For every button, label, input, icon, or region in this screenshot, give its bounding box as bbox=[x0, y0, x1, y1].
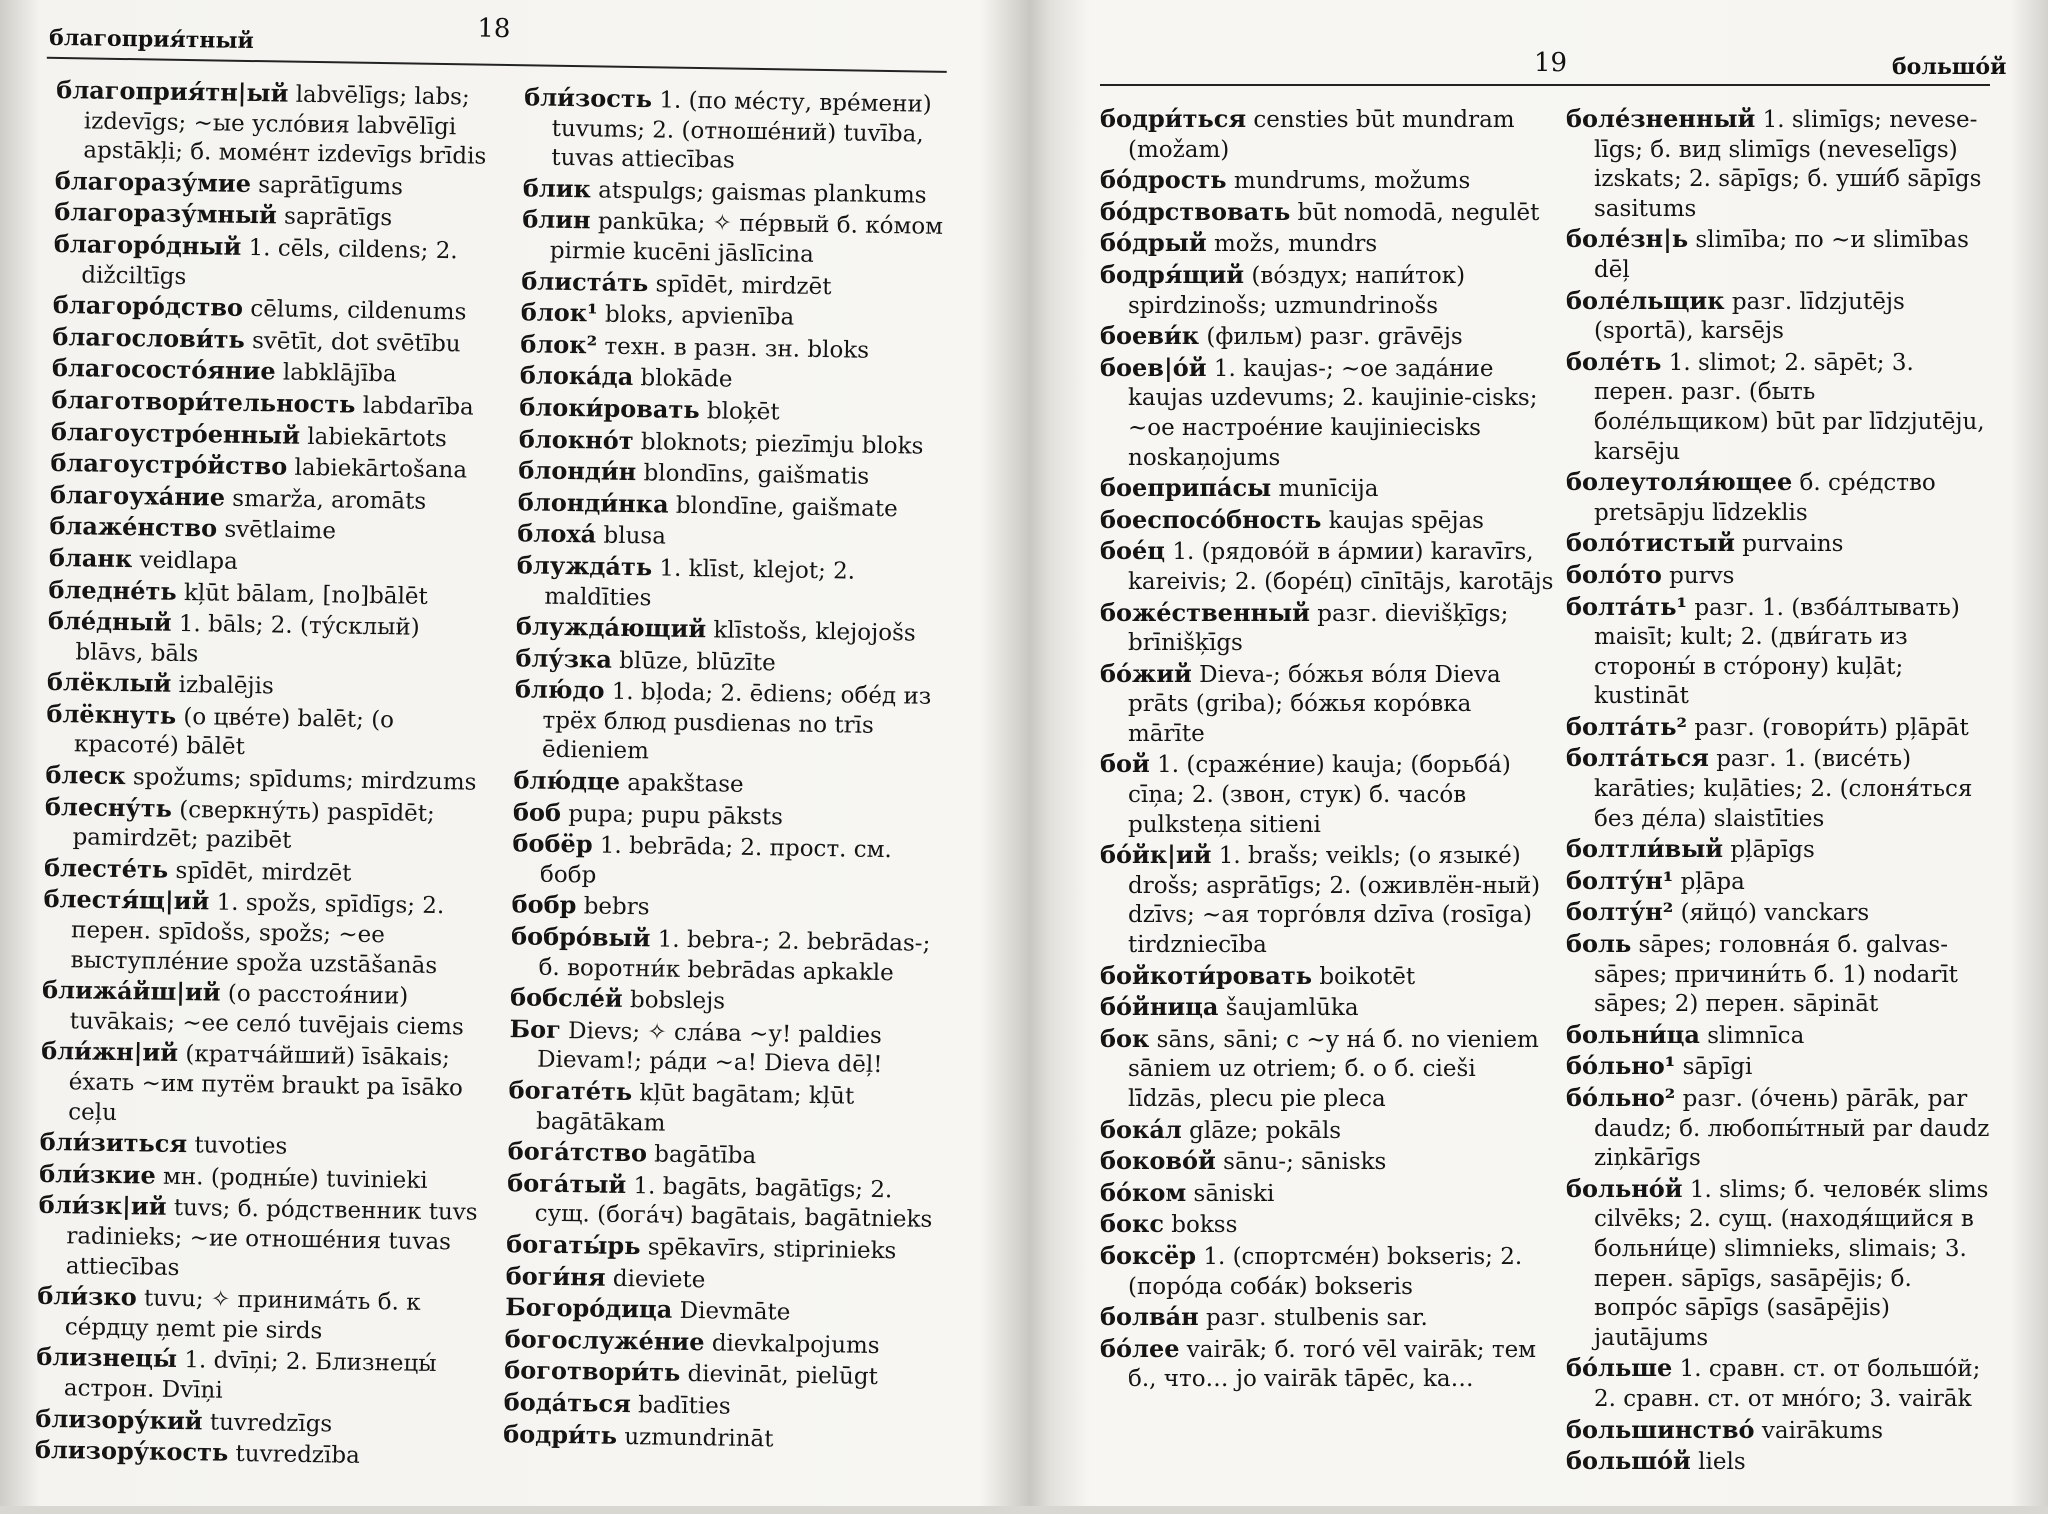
entry-translation: bloknots; piezīmju bloks bbox=[640, 428, 924, 460]
entry-translation: (о расстоя́нии) tuvākais; ~ее село́ tuvējais ciems bbox=[69, 980, 464, 1041]
entry-headword: близору́кость bbox=[34, 1434, 229, 1467]
entry-translation: klīstošs, klejojošs bbox=[713, 617, 916, 647]
entry-translation: dievināt, pielūgt bbox=[687, 1361, 879, 1391]
entry-translation: pankūka; ✧ пе́рвый б. ко́мом pirmie kucēni jāslīcina bbox=[549, 208, 944, 268]
entry-translation: 1. klīst, klejot; 2. maldīties bbox=[544, 555, 856, 611]
entry-headword: блокно́т bbox=[518, 423, 634, 455]
entry-headword: боеви́к bbox=[1100, 321, 1200, 351]
dictionary-entry bbox=[1100, 505, 1555, 537]
entry-headword: блеск bbox=[45, 759, 126, 791]
entry-translation: vairākums bbox=[1761, 1417, 1884, 1444]
dictionary-entry bbox=[1566, 347, 1996, 467]
entry-translation: 1. bebra-; 2. bebrādas-; б. воротни́к bebrādas apkakle bbox=[538, 926, 931, 986]
entry-translation: bokss bbox=[1171, 1212, 1238, 1239]
entry-headword: боев|о́й bbox=[1100, 352, 1207, 382]
dictionary-entry bbox=[1100, 992, 1555, 1024]
entry-translation: svētlaime bbox=[224, 516, 337, 545]
entry-translation: spīdēt, mirdzēt bbox=[655, 270, 832, 300]
entry-translation: pupa; pupu pāksts bbox=[568, 800, 784, 831]
dictionary-entry bbox=[1566, 592, 1996, 712]
entry-translation: 1. (рядово́й в а́рмии) karavīrs, kareivis; 2. (боре́ц) cīnītājs, karotājs bbox=[1128, 539, 1554, 595]
dictionary-entry bbox=[1566, 528, 1996, 560]
left-header-rule bbox=[47, 57, 947, 73]
dictionary-entry bbox=[1100, 1178, 1555, 1210]
entry-headword: бодри́ться bbox=[1100, 104, 1247, 133]
entry-headword: блок¹ bbox=[520, 297, 598, 328]
dictionary-entry bbox=[46, 699, 492, 767]
entry-headword: боково́й bbox=[1100, 1146, 1216, 1176]
entry-headword: бо́жий bbox=[1100, 658, 1192, 688]
entry-headword: близору́кий bbox=[35, 1403, 203, 1435]
entry-translation: 1. bļoda; 2. ēdiens; обе́д из трёх блюд pusdienas no trīs ēdieniem bbox=[541, 679, 932, 765]
entry-headword: боеспосо́бность bbox=[1100, 504, 1322, 534]
entry-headword: блаже́нство bbox=[49, 511, 218, 543]
dictionary-entry bbox=[55, 75, 501, 173]
entry-headword: болтли́вый bbox=[1566, 834, 1724, 864]
entry-headword: благоустро́енный bbox=[50, 416, 301, 450]
entry-headword: боеприпа́сы bbox=[1100, 473, 1272, 503]
dictionary-entry bbox=[42, 884, 488, 982]
entry-translation: spēkavīrs, stiprinieks bbox=[647, 1234, 897, 1265]
entry-translation: 1. (сраже́ние) kauja; (борьба́) cīņa; 2. (звон, стук) б. часо́в pulksteņa sitieni bbox=[1128, 752, 1511, 838]
entry-translation: labklājība bbox=[282, 359, 397, 388]
entry-headword: благоро́дный bbox=[53, 228, 242, 261]
entry-translation: bagātība bbox=[654, 1141, 757, 1170]
entry-headword: бо́йк|ий bbox=[1100, 840, 1212, 870]
entry-headword: богослуже́ние bbox=[504, 1323, 705, 1357]
entry-translation: (яйцо́) vanckars bbox=[1680, 900, 1870, 927]
dictionary-entry bbox=[1100, 961, 1555, 993]
dictionary-entry bbox=[503, 1419, 933, 1457]
entry-headword: бо́льно¹ bbox=[1566, 1051, 1676, 1081]
entry-translation: tuvredzīgs bbox=[209, 1409, 333, 1437]
left-page-number: 18 bbox=[477, 13, 511, 45]
entry-translation: liels bbox=[1698, 1449, 1746, 1476]
entry-headword: благоуха́ние bbox=[49, 479, 226, 512]
entry-translation: 1. сравн. ст. от большо́й; 2. сравн. ст. от мно́го; 3. vairāk bbox=[1594, 1356, 1981, 1412]
dictionary-entry bbox=[506, 1168, 937, 1236]
entry-headword: бо́льно² bbox=[1566, 1083, 1676, 1112]
entry-headword: блока́да bbox=[519, 360, 634, 392]
entry-translation: Dievs; ✧ сла́ва ~у! paldies Dievam!; ра́ди ~а! Dieva dēļ! bbox=[536, 1017, 883, 1079]
entry-headword: болта́ть² bbox=[1566, 711, 1688, 741]
dictionary-entry bbox=[1566, 1415, 1996, 1447]
dictionary-entry bbox=[1566, 929, 1996, 1020]
entry-translation: tuvs; б. ро́дственник tuvs radinieks; ~ие отноше́ния tuvas attiecības bbox=[65, 1195, 478, 1281]
entry-headword: болту́н¹ bbox=[1566, 865, 1674, 895]
entry-headword: блиста́ть bbox=[521, 265, 649, 297]
entry-headword: благососто́яние bbox=[51, 353, 276, 386]
entry-headword: бо́йница bbox=[1100, 992, 1219, 1022]
dictionary-entry bbox=[1100, 260, 1555, 321]
left-column-1 bbox=[35, 75, 502, 1474]
entry-headword: блок² bbox=[520, 329, 598, 360]
entry-headword: болва́н bbox=[1100, 1302, 1199, 1332]
entry-translation: apakštase bbox=[627, 770, 744, 798]
entry-translation: sāniski bbox=[1193, 1180, 1275, 1207]
entry-translation: kaujas spējas bbox=[1328, 507, 1484, 534]
entry-headword: болту́н² bbox=[1566, 897, 1674, 927]
entry-headword: Богоро́дица bbox=[505, 1292, 673, 1324]
entry-translation: izbalējis bbox=[178, 672, 274, 700]
entry-headword: бледне́ть bbox=[48, 574, 177, 606]
entry-headword: бли́зиться bbox=[39, 1127, 188, 1159]
entry-headword: бо́ком bbox=[1100, 1177, 1187, 1207]
entry-translation: mundrums, možums bbox=[1233, 168, 1471, 195]
entry-translation: blondīne, gaišmate bbox=[675, 492, 898, 522]
entry-headword: блик bbox=[522, 173, 592, 204]
entry-headword: бога́тство bbox=[507, 1136, 648, 1168]
dictionary-entry bbox=[1566, 224, 1996, 285]
entry-translation: sānu-; sānisks bbox=[1223, 1149, 1387, 1176]
dictionary-entry bbox=[1566, 712, 1996, 744]
entry-headword: блёклый bbox=[46, 667, 172, 699]
entry-translation: munīcija bbox=[1278, 476, 1379, 503]
left-running-head: благоприя́тный bbox=[48, 24, 255, 55]
entry-translation: 1. (спортсме́н) bokseris; 2. (поро́да соба́к) bokseris bbox=[1128, 1243, 1523, 1300]
entry-headword: бокс bbox=[1100, 1209, 1164, 1239]
entry-headword: боксёр bbox=[1100, 1240, 1197, 1270]
entry-translation: 1. (по ме́сту, вре́мени) tuvums; 2. (отноше́ний) tuvība, tuvas attiecības bbox=[551, 87, 932, 174]
entry-headword: бо́дрость bbox=[1100, 165, 1227, 195]
entry-translation: 1. bebrāda; 2. прост. см. бобр bbox=[539, 832, 893, 889]
dictionary-entry bbox=[1100, 228, 1555, 260]
entry-translation: purvs bbox=[1669, 562, 1735, 589]
entry-headword: блесте́ть bbox=[43, 852, 169, 884]
right-page bbox=[1060, 0, 2048, 1506]
entry-headword: боле́льщик bbox=[1566, 285, 1725, 315]
dictionary-entry bbox=[1566, 834, 1996, 866]
entry-headword: блесну́ть bbox=[44, 791, 173, 823]
entry-translation: 1. bagāts, bagātīgs; 2. сущ. (бога́ч) bagātais, bagātnieks bbox=[534, 1172, 933, 1234]
dictionary-entry bbox=[1100, 197, 1555, 229]
entry-headword: благоустро́йство bbox=[50, 448, 288, 481]
entry-translation: veidlapa bbox=[139, 547, 239, 575]
dictionary-entry bbox=[1100, 165, 1555, 197]
dictionary-entry bbox=[37, 1281, 483, 1349]
entry-translation: (сверкну́ть) paspīdēt; pamirdzēt; pazibēt bbox=[72, 796, 435, 854]
entry-translation: vairāk; б. того́ vēl vairāk; тем б., что… jo vairāk tāpēc, ka… bbox=[1128, 1336, 1537, 1393]
entry-translation: bloks, apvienība bbox=[604, 301, 795, 331]
dictionary-entry bbox=[523, 82, 954, 180]
right-page-number: 19 bbox=[1534, 48, 1568, 78]
dictionary-entry bbox=[1100, 659, 1555, 750]
dictionary-entry bbox=[1100, 598, 1555, 659]
entry-headword: блёкнуть bbox=[46, 698, 177, 730]
entry-translation: bebrs bbox=[583, 893, 650, 921]
entry-headword: боле́зн|ь bbox=[1566, 224, 1689, 254]
entry-translation: blūze, blūzīte bbox=[619, 647, 776, 677]
entry-translation: censties būt mundram (možam) bbox=[1128, 107, 1515, 163]
dictionary-entry bbox=[1566, 1020, 1996, 1052]
entry-translation: šaujamlūka bbox=[1225, 995, 1359, 1022]
entry-translation: bloķēt bbox=[706, 398, 780, 426]
entry-translation: 1. slimīgs; nevese-līgs; б. вид slimīgs (neveselīgs) izskats; 2. sāpīgs; б. уши́б sāpīgs sasitums bbox=[1594, 107, 1982, 222]
dictionary-entry bbox=[35, 1435, 480, 1474]
entry-headword: благоразу́мный bbox=[54, 197, 278, 230]
dictionary-entry bbox=[1100, 749, 1555, 840]
dictionary-entry bbox=[1566, 743, 1996, 834]
entry-headword: больни́ца bbox=[1566, 1019, 1700, 1049]
entry-headword: бобсле́й bbox=[509, 982, 623, 1014]
entry-translation: cēlums, cildenums bbox=[250, 296, 467, 326]
entry-headword: бока́л bbox=[1100, 1114, 1182, 1144]
entry-translation: tuvredzība bbox=[235, 1441, 361, 1470]
entry-headword: благоро́дство bbox=[52, 290, 244, 323]
dictionary-entry bbox=[508, 1075, 939, 1143]
right-column-1 bbox=[1100, 104, 1555, 1395]
entry-translation: purvains bbox=[1742, 531, 1844, 558]
entry-headword: боги́ня bbox=[505, 1260, 606, 1292]
dictionary-entry bbox=[1566, 1353, 1996, 1414]
entry-translation: atspulgs; gaismas plankums bbox=[597, 177, 927, 209]
entry-translation: dievkalpojums bbox=[711, 1330, 880, 1359]
dictionary-entry bbox=[1100, 353, 1555, 473]
dictionary-entry bbox=[1566, 1446, 1996, 1478]
dictionary-entry bbox=[1100, 1146, 1555, 1178]
right-column-2 bbox=[1566, 104, 1996, 1478]
entry-translation: разг. dievišķīgs; brīnišķīgs bbox=[1128, 600, 1509, 657]
entry-translation: (кратча́йший) īsākais; е́хать ~им путём braukt pa īsāko ceļu bbox=[68, 1041, 464, 1126]
entry-translation: labiekārtošana bbox=[294, 454, 468, 484]
entry-translation: labiekārtots bbox=[307, 423, 448, 452]
entry-headword: больно́й bbox=[1566, 1173, 1683, 1203]
dictionary-entry bbox=[1100, 1334, 1555, 1395]
entry-translation: smarža, aromāts bbox=[232, 485, 427, 515]
entry-headword: бо́дрый bbox=[1100, 228, 1207, 258]
entry-headword: боже́ственный bbox=[1100, 597, 1310, 627]
dictionary-entry bbox=[1100, 321, 1555, 353]
entry-translation: разг. (говори́ть) pļāpāt bbox=[1694, 714, 1969, 741]
entry-headword: богаты́рь bbox=[506, 1229, 641, 1261]
entry-translation: б. сре́дство pretsāpju līdzeklis bbox=[1594, 470, 1936, 526]
left-column-2 bbox=[503, 82, 954, 1457]
entry-translation: 1. cēls, cildens; 2. dižciltīgs bbox=[81, 234, 458, 290]
entry-translation: spožums; spīdums; mirdzums bbox=[132, 764, 477, 796]
dictionary-entry bbox=[1566, 560, 1996, 592]
entry-translation: разг. 1. (взба́лтывать) maisīt; kult; 2. (дви́гать из стороны́ в сто́рону) kuļāt; kustināt bbox=[1594, 594, 1960, 710]
entry-translation: glāze; pokāls bbox=[1189, 1117, 1342, 1144]
entry-headword: бли́зкие bbox=[39, 1158, 156, 1190]
dictionary-entry bbox=[1100, 1302, 1555, 1334]
entry-translation: spīdēt, mirdzēt bbox=[175, 857, 352, 887]
entry-headword: бобро́вый bbox=[510, 921, 651, 953]
dictionary-entry bbox=[1100, 1241, 1555, 1302]
entry-headword: боль bbox=[1566, 929, 1632, 959]
entry-headword: блестя́щ|ий bbox=[43, 884, 210, 916]
dictionary-entry bbox=[1100, 104, 1555, 165]
entry-headword: блю́до bbox=[514, 674, 605, 705]
dictionary-entry bbox=[1100, 473, 1555, 505]
entry-translation: разг. stulbenis sar. bbox=[1206, 1305, 1428, 1332]
entry-headword: бода́ться bbox=[503, 1387, 632, 1419]
entry-headword: благослови́ть bbox=[52, 321, 246, 354]
entry-headword: Бог bbox=[509, 1013, 562, 1044]
dictionary-entry bbox=[38, 1190, 484, 1288]
entry-translation: Dieva-; бо́жья во́ля Dieva prāts (griba); бо́жья коро́вка mārīte bbox=[1128, 661, 1501, 747]
entry-headword: боле́зненный bbox=[1566, 104, 1756, 133]
dictionary-entry bbox=[36, 1342, 482, 1410]
entry-headword: большинство́ bbox=[1566, 1414, 1755, 1444]
dictionary-entry bbox=[1566, 104, 1996, 224]
entry-headword: блужда́ющий bbox=[515, 611, 707, 644]
dictionary-entry bbox=[1566, 1083, 1996, 1174]
right-running-head: большо́й bbox=[1892, 54, 2007, 80]
entry-headword: большо́й bbox=[1566, 1446, 1691, 1476]
entry-translation: tuvoties bbox=[194, 1132, 288, 1160]
dictionary-entry bbox=[44, 792, 490, 860]
entry-translation: разг. (о́чень) pārāk, par daudz; б. любопы́тный par daudz ziņkārīgs bbox=[1594, 1086, 1990, 1172]
entry-headword: боготвори́ть bbox=[504, 1355, 681, 1388]
dictionary-entry bbox=[512, 828, 943, 896]
entry-translation: blokāde bbox=[640, 365, 733, 393]
entry-headword: бодря́щий bbox=[1100, 259, 1245, 289]
entry-translation: slimība; по ~и slimības dēļ bbox=[1594, 227, 1969, 283]
entry-headword: бое́ц bbox=[1100, 536, 1166, 566]
dictionary-entry bbox=[1566, 1174, 1996, 1354]
entry-headword: благотвори́тельность bbox=[51, 384, 356, 419]
entry-translation: 1. slims; б. челове́к slims cilvēks; 2. сущ. (находя́щийся в больни́це) slimnieks, slimais; 3. перен. sāpīgs, sasāpējis; б. вопро́с sāpīgs (sasāpējis) jautājums bbox=[1594, 1176, 1989, 1351]
entry-headword: бланк bbox=[48, 542, 133, 574]
dictionary-entry bbox=[1566, 897, 1996, 929]
entry-translation: 1. dvīņi; 2. Близнецы́ астрон. Dvīņi bbox=[63, 1347, 437, 1404]
entry-translation: 1. bāls; 2. (ту́склый) blāvs, bāls bbox=[75, 611, 420, 667]
entry-headword: блонди́н bbox=[518, 455, 637, 487]
entry-translation: kļūt bagātam; kļūt bagātākam bbox=[535, 1080, 855, 1137]
entry-translation: sāpes; головна́я б. galvas-sāpes; причини́ть б. 1) nodarīt sāpes; 2) перен. sāpināt bbox=[1594, 932, 1958, 1018]
dictionary-entry bbox=[514, 675, 945, 773]
entry-headword: боло́то bbox=[1566, 559, 1662, 589]
dictionary-entry bbox=[41, 975, 487, 1043]
entry-translation: tuvu; ✧ принима́ть б. к се́рдцу ņemt pie sirds bbox=[64, 1285, 421, 1345]
dictionary-entry bbox=[1566, 467, 1996, 528]
entry-headword: бо́лее bbox=[1100, 1333, 1180, 1363]
entry-translation: kļūt bālam, [no]bālēt bbox=[183, 579, 428, 610]
entry-headword: бо́дрствовать bbox=[1100, 196, 1291, 226]
entry-headword: блонди́нка bbox=[517, 486, 669, 519]
entry-translation: blusa bbox=[603, 522, 667, 550]
dictionary-entry bbox=[40, 1036, 486, 1134]
entry-translation: (фильм) разг. grāvējs bbox=[1206, 324, 1463, 351]
dictionary-entry bbox=[1100, 1024, 1555, 1115]
entry-headword: боб bbox=[512, 796, 562, 827]
entry-translation: možs, mundrs bbox=[1213, 231, 1378, 258]
entry-headword: ближа́йш|ий bbox=[41, 975, 221, 1007]
entry-headword: бли́зко bbox=[37, 1280, 137, 1312]
dictionary-entry bbox=[1566, 286, 1996, 347]
entry-translation: (во́здух; напи́ток) spirdzinošs; uzmundrinošs bbox=[1128, 262, 1466, 319]
dictionary-entry bbox=[1100, 536, 1555, 597]
entry-translation: slimnīca bbox=[1707, 1022, 1805, 1049]
dictionary-entry bbox=[522, 205, 953, 273]
entry-translation: badīties bbox=[637, 1392, 731, 1420]
dictionary-entry bbox=[510, 921, 941, 989]
entry-translation: (о цве́те) balēt; (о красоте́) bālēt bbox=[73, 703, 395, 761]
entry-headword: блю́дце bbox=[513, 765, 621, 796]
entry-headword: боле́ть bbox=[1566, 346, 1662, 376]
entry-translation: техн. в разн. зн. bloks bbox=[604, 333, 870, 364]
entry-headword: бодри́ть bbox=[503, 1418, 618, 1450]
entry-headword: болта́ться bbox=[1566, 743, 1709, 773]
dictionary-entry bbox=[1100, 1115, 1555, 1147]
entry-translation: pļāpa bbox=[1680, 868, 1745, 895]
entry-headword: бобёр bbox=[512, 828, 593, 859]
entry-translation: Dievmāte bbox=[679, 1298, 791, 1326]
entry-translation: labvēlīgs; labs; izdevīgs; ~ые усло́вия labvēlīgi apstākļi; б. моме́нт izdevīgs brīdis bbox=[83, 81, 487, 170]
entry-translation: būt nomodā, negulēt bbox=[1297, 199, 1540, 226]
entry-headword: близнецы́ bbox=[36, 1342, 178, 1374]
entry-headword: бойкоти́ровать bbox=[1100, 960, 1313, 990]
entry-headword: блин bbox=[522, 204, 591, 235]
dictionary-entry bbox=[1100, 1209, 1555, 1241]
dictionary-entry bbox=[1100, 840, 1555, 960]
entry-translation: разг. līdzjutējs (sportā), karsējs bbox=[1594, 288, 1905, 345]
entry-headword: бобр bbox=[511, 889, 577, 920]
entry-headword: бой bbox=[1100, 749, 1150, 779]
dictionary-entry bbox=[509, 1014, 940, 1082]
entry-translation: labdarība bbox=[362, 392, 474, 421]
entry-headword: блоха́ bbox=[517, 518, 597, 549]
dictionary-entry bbox=[53, 229, 499, 297]
entry-headword: болта́ть¹ bbox=[1566, 591, 1688, 621]
entry-translation: 1. spožs, spīdīgs; 2. перен. spīdošs, spožs; ~ее выступле́ние spoža uzstāšanās bbox=[70, 890, 445, 979]
left-page bbox=[0, 0, 1012, 1514]
entry-translation: blondīns, gaišmatis bbox=[643, 460, 870, 490]
entry-headword: благоразу́мие bbox=[54, 165, 252, 198]
entry-translation: sāns, sāni; с ~у на́ б. no vieniem sāniem uz otriem; б. о б. cieši līdzās, plecu pie pleca bbox=[1128, 1026, 1539, 1112]
entry-translation: sāpīgi bbox=[1682, 1054, 1753, 1081]
entry-headword: блужда́ть bbox=[516, 550, 653, 582]
entry-headword: бли́жн|ий bbox=[40, 1036, 179, 1068]
entry-headword: блоки́ровать bbox=[519, 392, 700, 425]
right-header-rule bbox=[1100, 84, 1990, 86]
entry-translation: boikotēt bbox=[1319, 963, 1416, 990]
entry-translation: разг. 1. (висе́ть) karāties; kuļāties; 2. (слоня́ться без де́ла) slaistīties bbox=[1594, 746, 1973, 832]
entry-headword: бли́зость bbox=[524, 82, 653, 114]
entry-headword: болеутоля́ющее bbox=[1566, 467, 1793, 497]
dictionary-entry bbox=[516, 550, 947, 618]
dictionary-entry bbox=[1566, 866, 1996, 898]
entry-translation: 1. slimot; 2. sāpēt; 3. перен. разг. (быть боле́льщиком) būt par līdzjutēju, karsēju bbox=[1594, 349, 1985, 465]
entry-headword: боло́тистый bbox=[1566, 528, 1735, 558]
entry-headword: бок bbox=[1100, 1023, 1150, 1053]
entry-translation: saprātīgs bbox=[283, 203, 393, 232]
entry-headword: бле́дный bbox=[47, 605, 172, 637]
entry-headword: блу́зка bbox=[515, 642, 613, 674]
entry-translation: svētīt, dot svētību bbox=[251, 327, 461, 358]
dictionary-entry bbox=[1566, 1051, 1996, 1083]
entry-translation: saprātīgums bbox=[258, 171, 404, 201]
entry-translation: dieviete bbox=[612, 1265, 706, 1293]
entry-headword: бога́тый bbox=[506, 1167, 627, 1199]
entry-headword: благоприя́тн|ый bbox=[56, 74, 289, 108]
entry-headword: бо́льше bbox=[1566, 1353, 1673, 1383]
entry-translation: uzmundrināt bbox=[624, 1423, 774, 1452]
dictionary-entry bbox=[47, 606, 493, 674]
entry-headword: богате́ть bbox=[508, 1075, 633, 1107]
entry-headword: бли́зк|ий bbox=[38, 1190, 167, 1222]
entry-translation: pļāpīgs bbox=[1730, 837, 1815, 864]
entry-translation: 1. brašs; veikls; (о языке́) drošs; asprātīgs; 2. (оживлён-ный) dzīvs; ~ая торго́вля dzīva (rosīga) tirdzniecība bbox=[1128, 843, 1541, 959]
entry-translation: bobslejs bbox=[629, 987, 726, 1015]
entry-translation: 1. kaujas-; ~ое зада́ние kaujas uzdevums; 2. kaujinie-cisks; ~ое настрое́ние kaujiniecisks noskaņojums bbox=[1128, 355, 1538, 471]
entry-translation: мн. (родны́е) tuvinieki bbox=[162, 1163, 428, 1194]
